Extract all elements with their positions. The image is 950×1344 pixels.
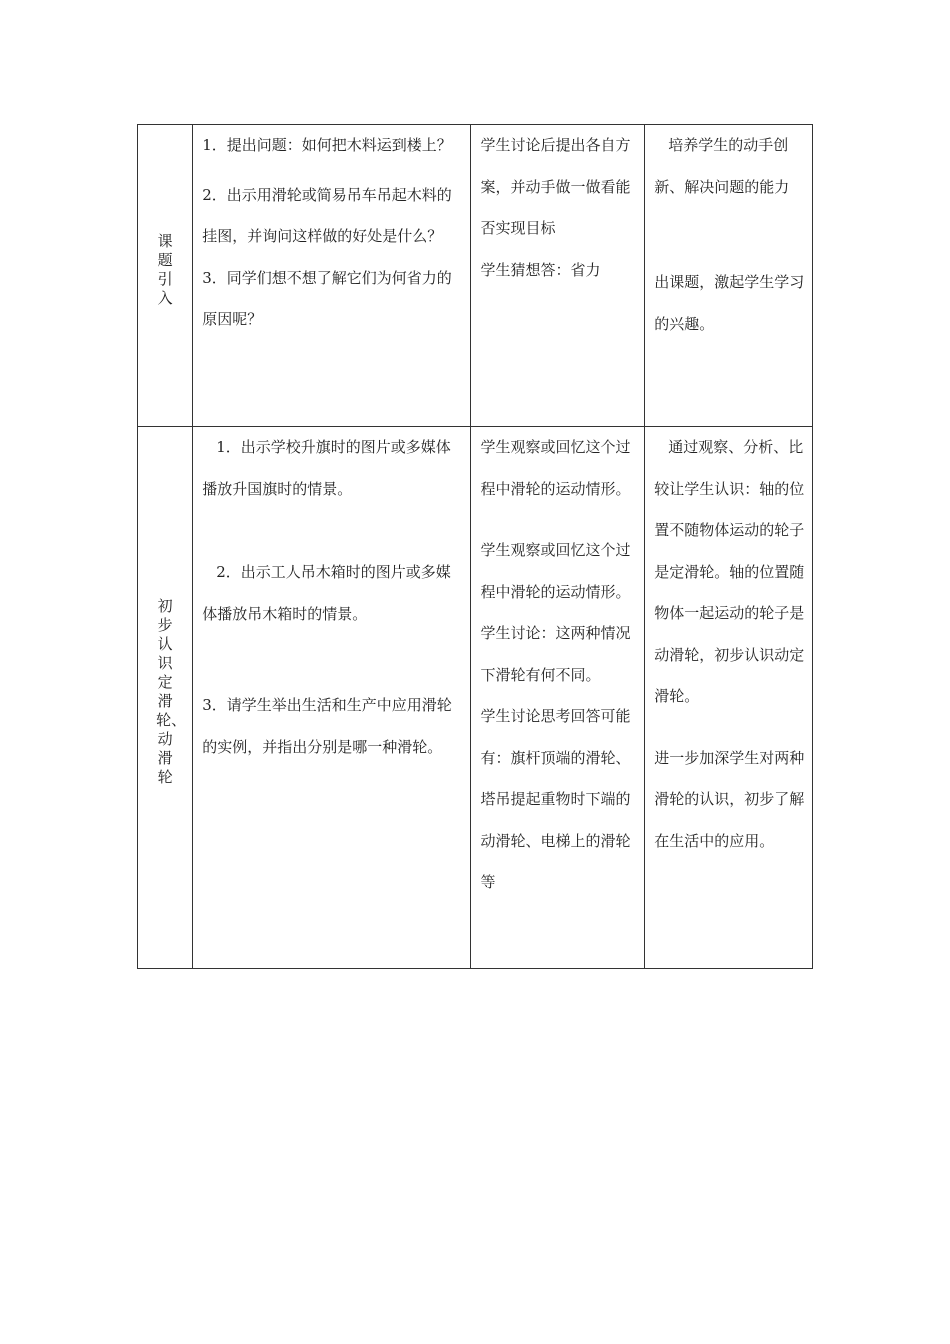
teacher-item: 1．提出问题：如何把木料运到楼上？ — [202, 136, 452, 154]
student-item: 学生讨论：这两种情况下滑轮有何不同。 — [480, 624, 631, 684]
teacher-item: 1．出示学校升旗时的图片或多媒体播放升国旗时的情景。 — [202, 438, 451, 498]
student-item: 学生讨论思考回答可能有：旗杆顶端的滑轮、塔吊提起重物时下端的动滑轮、电梯上的滑轮等 — [480, 707, 631, 891]
student-item: 学生讨论后提出各自方案，并动手做一做看能否实现目标 — [480, 136, 631, 237]
teacher-activity-cell — [193, 427, 471, 969]
student-activity-cell — [471, 125, 645, 427]
teacher-item: 3．同学们想不想了解它们为何省力的原因呢？ — [202, 268, 452, 328]
table-row — [138, 125, 813, 427]
stage-label: 课题引入 — [157, 231, 173, 307]
table-row — [138, 427, 813, 969]
design-purpose-cell — [645, 125, 813, 427]
teacher-activity-cell — [193, 125, 471, 427]
student-item: 学生观察或回忆这个过程中滑轮的运动情形。 — [480, 438, 631, 498]
student-item: 学生猜想答：省力 — [480, 260, 601, 279]
stage-cell — [138, 125, 193, 427]
lesson-plan-table — [137, 124, 813, 969]
purpose-item: 通过观察、分析、比较让学生认识：轴的位置不随物体运动的轮子是定滑轮。轴的位置随物体一起运动的轮子是动滑轮，初步认识动定滑轮。 — [654, 438, 805, 705]
teacher-item: 2．出示工人吊木箱时的图片或多媒体播放吊木箱时的情景。 — [202, 563, 451, 623]
stage-label: 初步认识定滑轮、动滑轮 — [156, 596, 187, 786]
student-activity-cell — [471, 427, 645, 969]
student-item: 学生观察或回忆这个过程中滑轮的运动情形。 — [480, 541, 631, 601]
teacher-item: 3．请学生举出生活和生产中应用滑轮的实例，并指出分别是哪一种滑轮。 — [202, 696, 452, 756]
purpose-item: 进一步加深学生对两种滑轮的认识，初步了解在生活中的应用。 — [654, 748, 805, 850]
teacher-item: 2．出示用滑轮或简易吊车吊起木料的挂图，并询问这样做的好处是什么？ — [202, 185, 452, 245]
design-purpose-cell — [645, 427, 813, 969]
purpose-item: 出课题，激起学生学习的兴趣。 — [654, 273, 805, 333]
stage-cell — [138, 427, 193, 969]
purpose-item: 培养学生的动手创新、解决问题的能力 — [654, 136, 790, 196]
